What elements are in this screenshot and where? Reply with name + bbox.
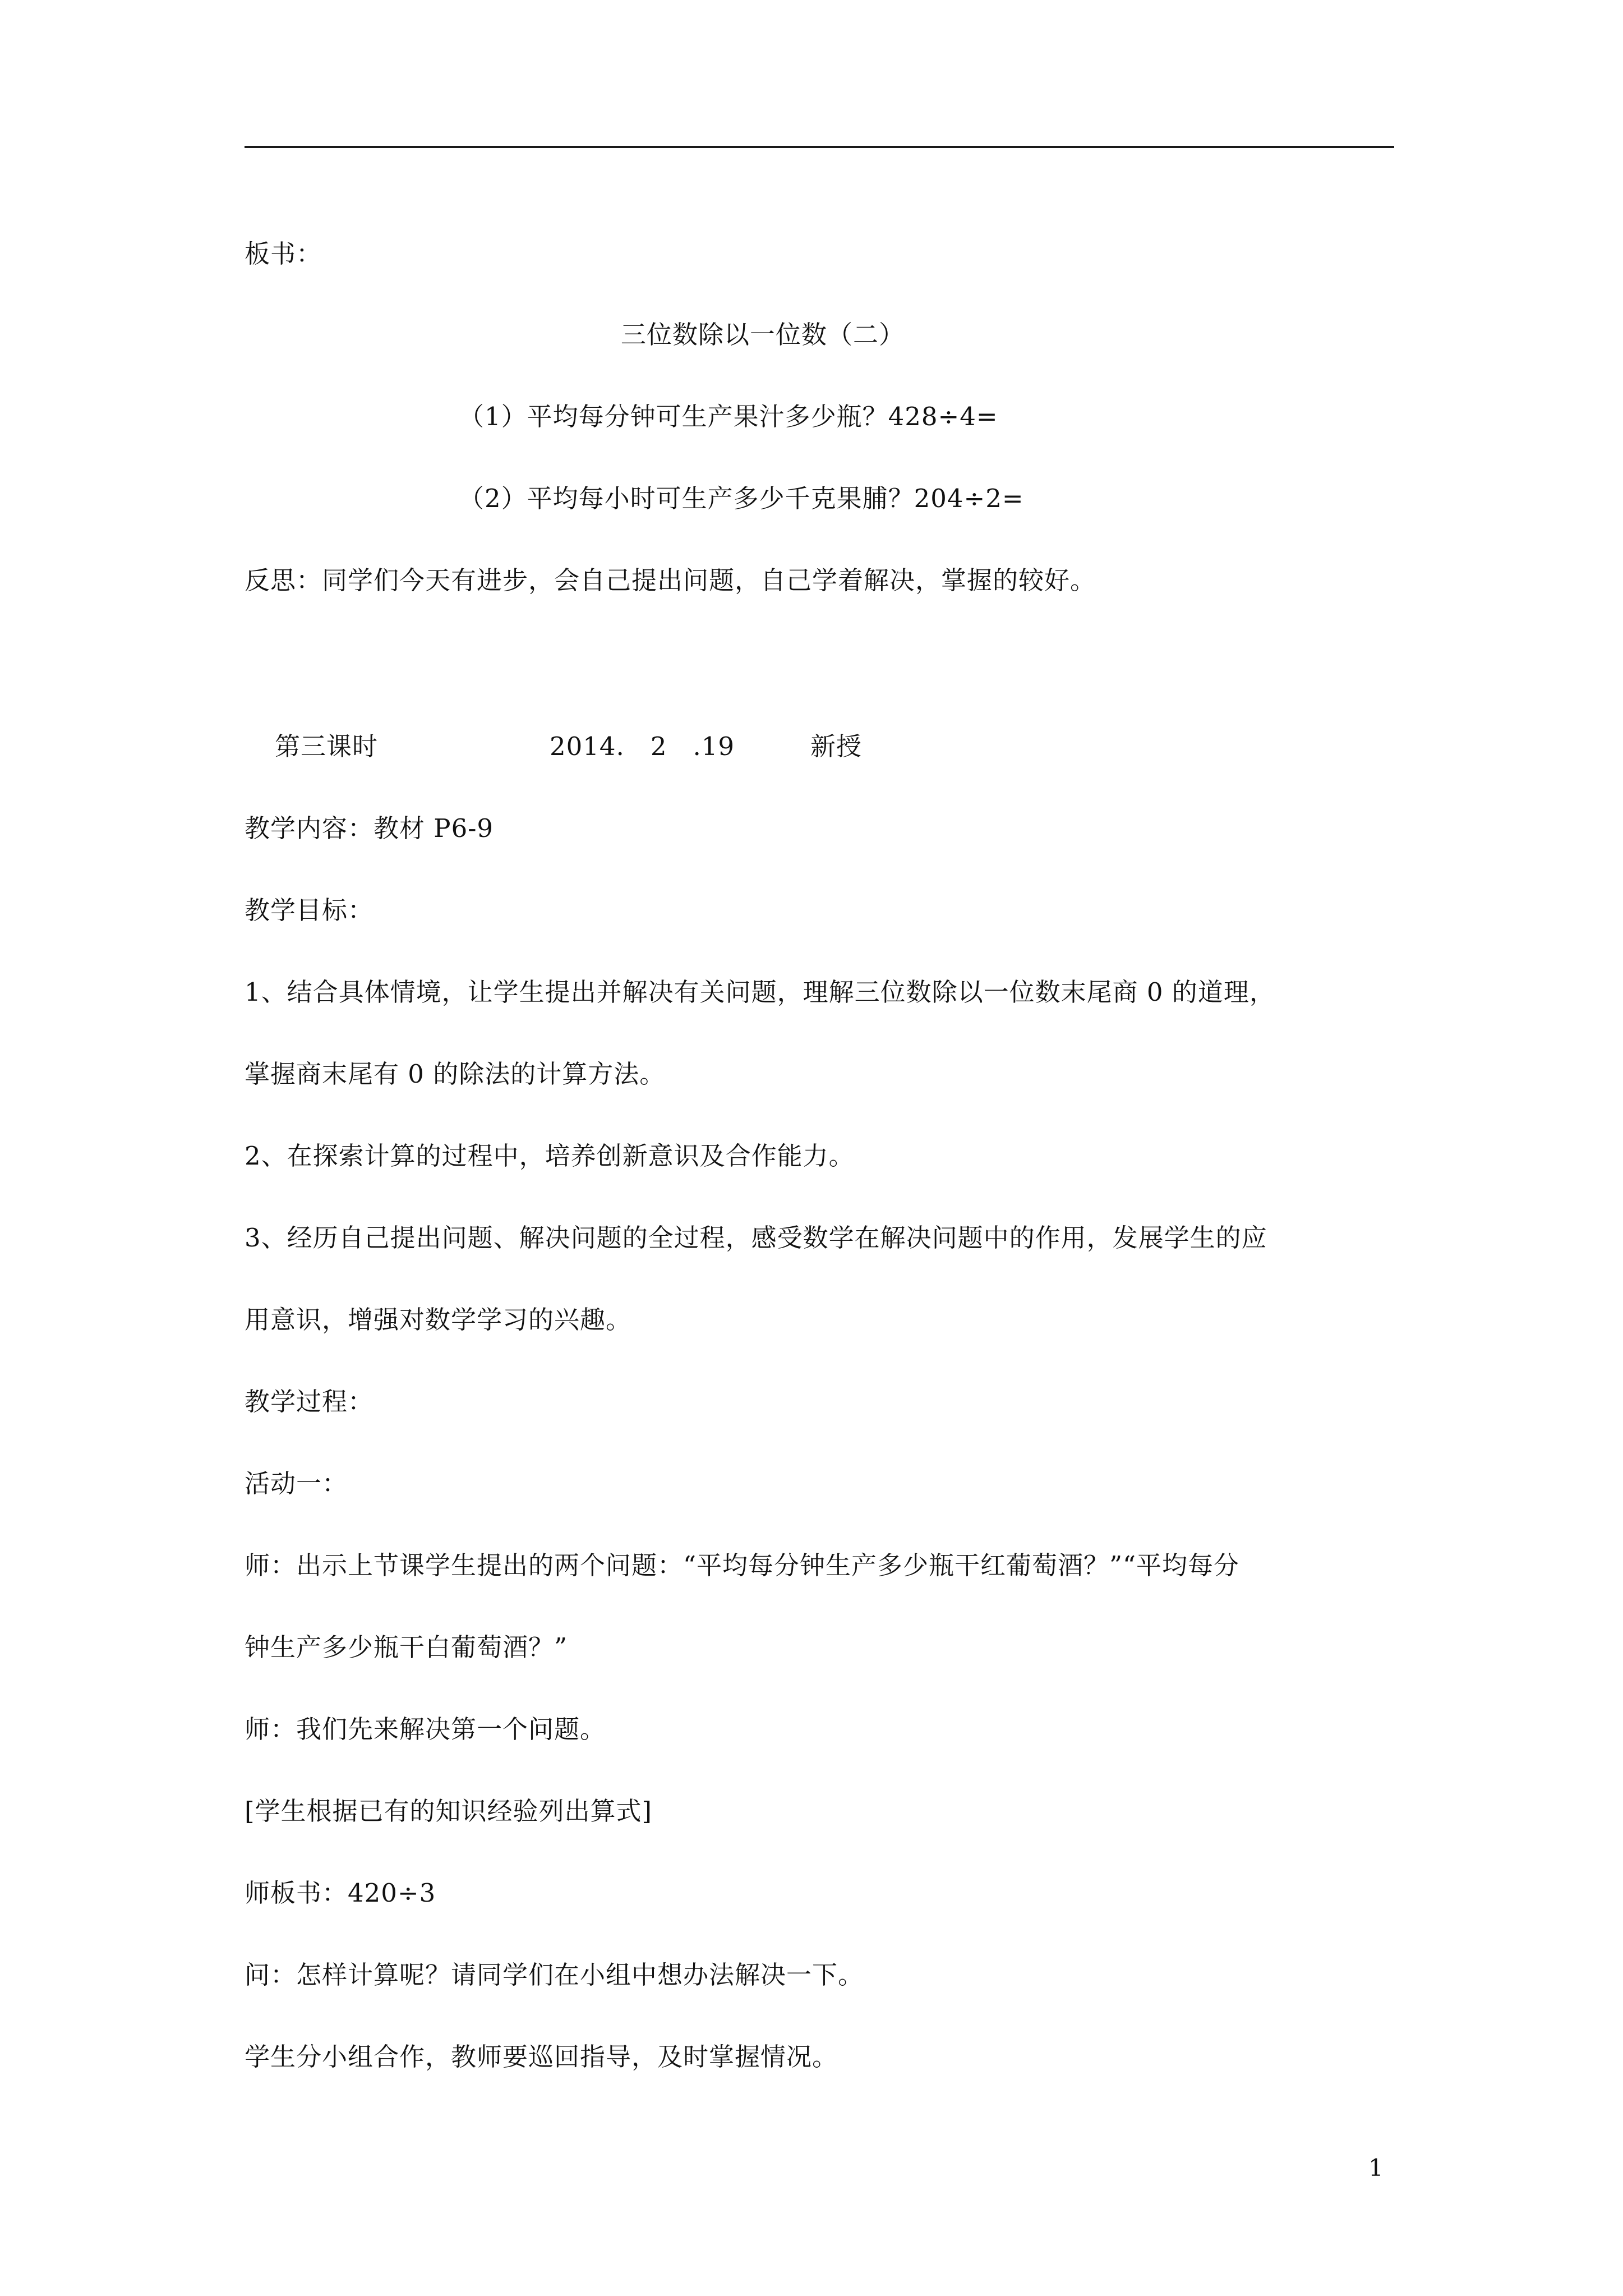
lesson-date: 2014. 2 .19 [550, 731, 735, 761]
teacher-line-1b: 钟生产多少瓶干白葡萄酒？” [245, 1632, 568, 1662]
goal-3-line-1: 3、经历自己提出问题、解决问题的全过程，感受数学在解决问题中的作用，发展学生的应 [245, 1223, 1267, 1253]
teacher-line-1a: 师：出示上节课学生提出的两个问题：“平均每分钟生产多少瓶干红葡萄酒？”“平均每分 [245, 1550, 1240, 1580]
teacher-line-2: 师：我们先来解决第一个问题。 [245, 1714, 606, 1744]
process-label: 教学过程： [245, 1387, 374, 1416]
goal-3-line-2: 用意识，增强对数学学习的兴趣。 [245, 1305, 632, 1335]
group-work-line: 学生分小组合作，教师要巡回指导，及时掌握情况。 [245, 2042, 838, 2072]
goal-1-line-2: 掌握商末尾有 0 的除法的计算方法。 [245, 1059, 666, 1089]
header-rule [245, 146, 1394, 148]
board-item-1: （1）平均每分钟可生产果汁多少瓶？428÷4= [459, 402, 998, 431]
lesson-type: 新授 [810, 731, 863, 761]
lesson-header [275, 730, 863, 763]
question-line: 问：怎样计算呢？请同学们在小组中想办法解决一下。 [245, 1960, 864, 1990]
goal-1-line-1: 1、结合具体情境，让学生提出并解决有关问题，理解三位数除以一位数末尾商 0 的道理， [245, 977, 1275, 1007]
board-title: 三位数除以一位数（二） [621, 320, 905, 349]
activity-label: 活动一： [245, 1469, 348, 1498]
page-number: 1 [1368, 2154, 1384, 2182]
lesson-period: 第三课时 [275, 731, 379, 761]
board-label: 板书： [245, 239, 322, 269]
student-note: [学生根据已有的知识经验列出算式] [245, 1796, 653, 1826]
teacher-board: 师板书：420÷3 [245, 1878, 436, 1908]
goals-label: 教学目标： [245, 895, 374, 925]
reflection-text: 反思：同学们今天有进步，会自己提出问题，自己学着解决，掌握的较好。 [245, 565, 1096, 595]
board-item-2: （2）平均每小时可生产多少千克果脯？204÷2= [459, 484, 1024, 513]
teaching-content: 教学内容：教材 P6-9 [245, 813, 494, 843]
goal-2: 2、在探索计算的过程中，培养创新意识及合作能力。 [245, 1141, 855, 1171]
